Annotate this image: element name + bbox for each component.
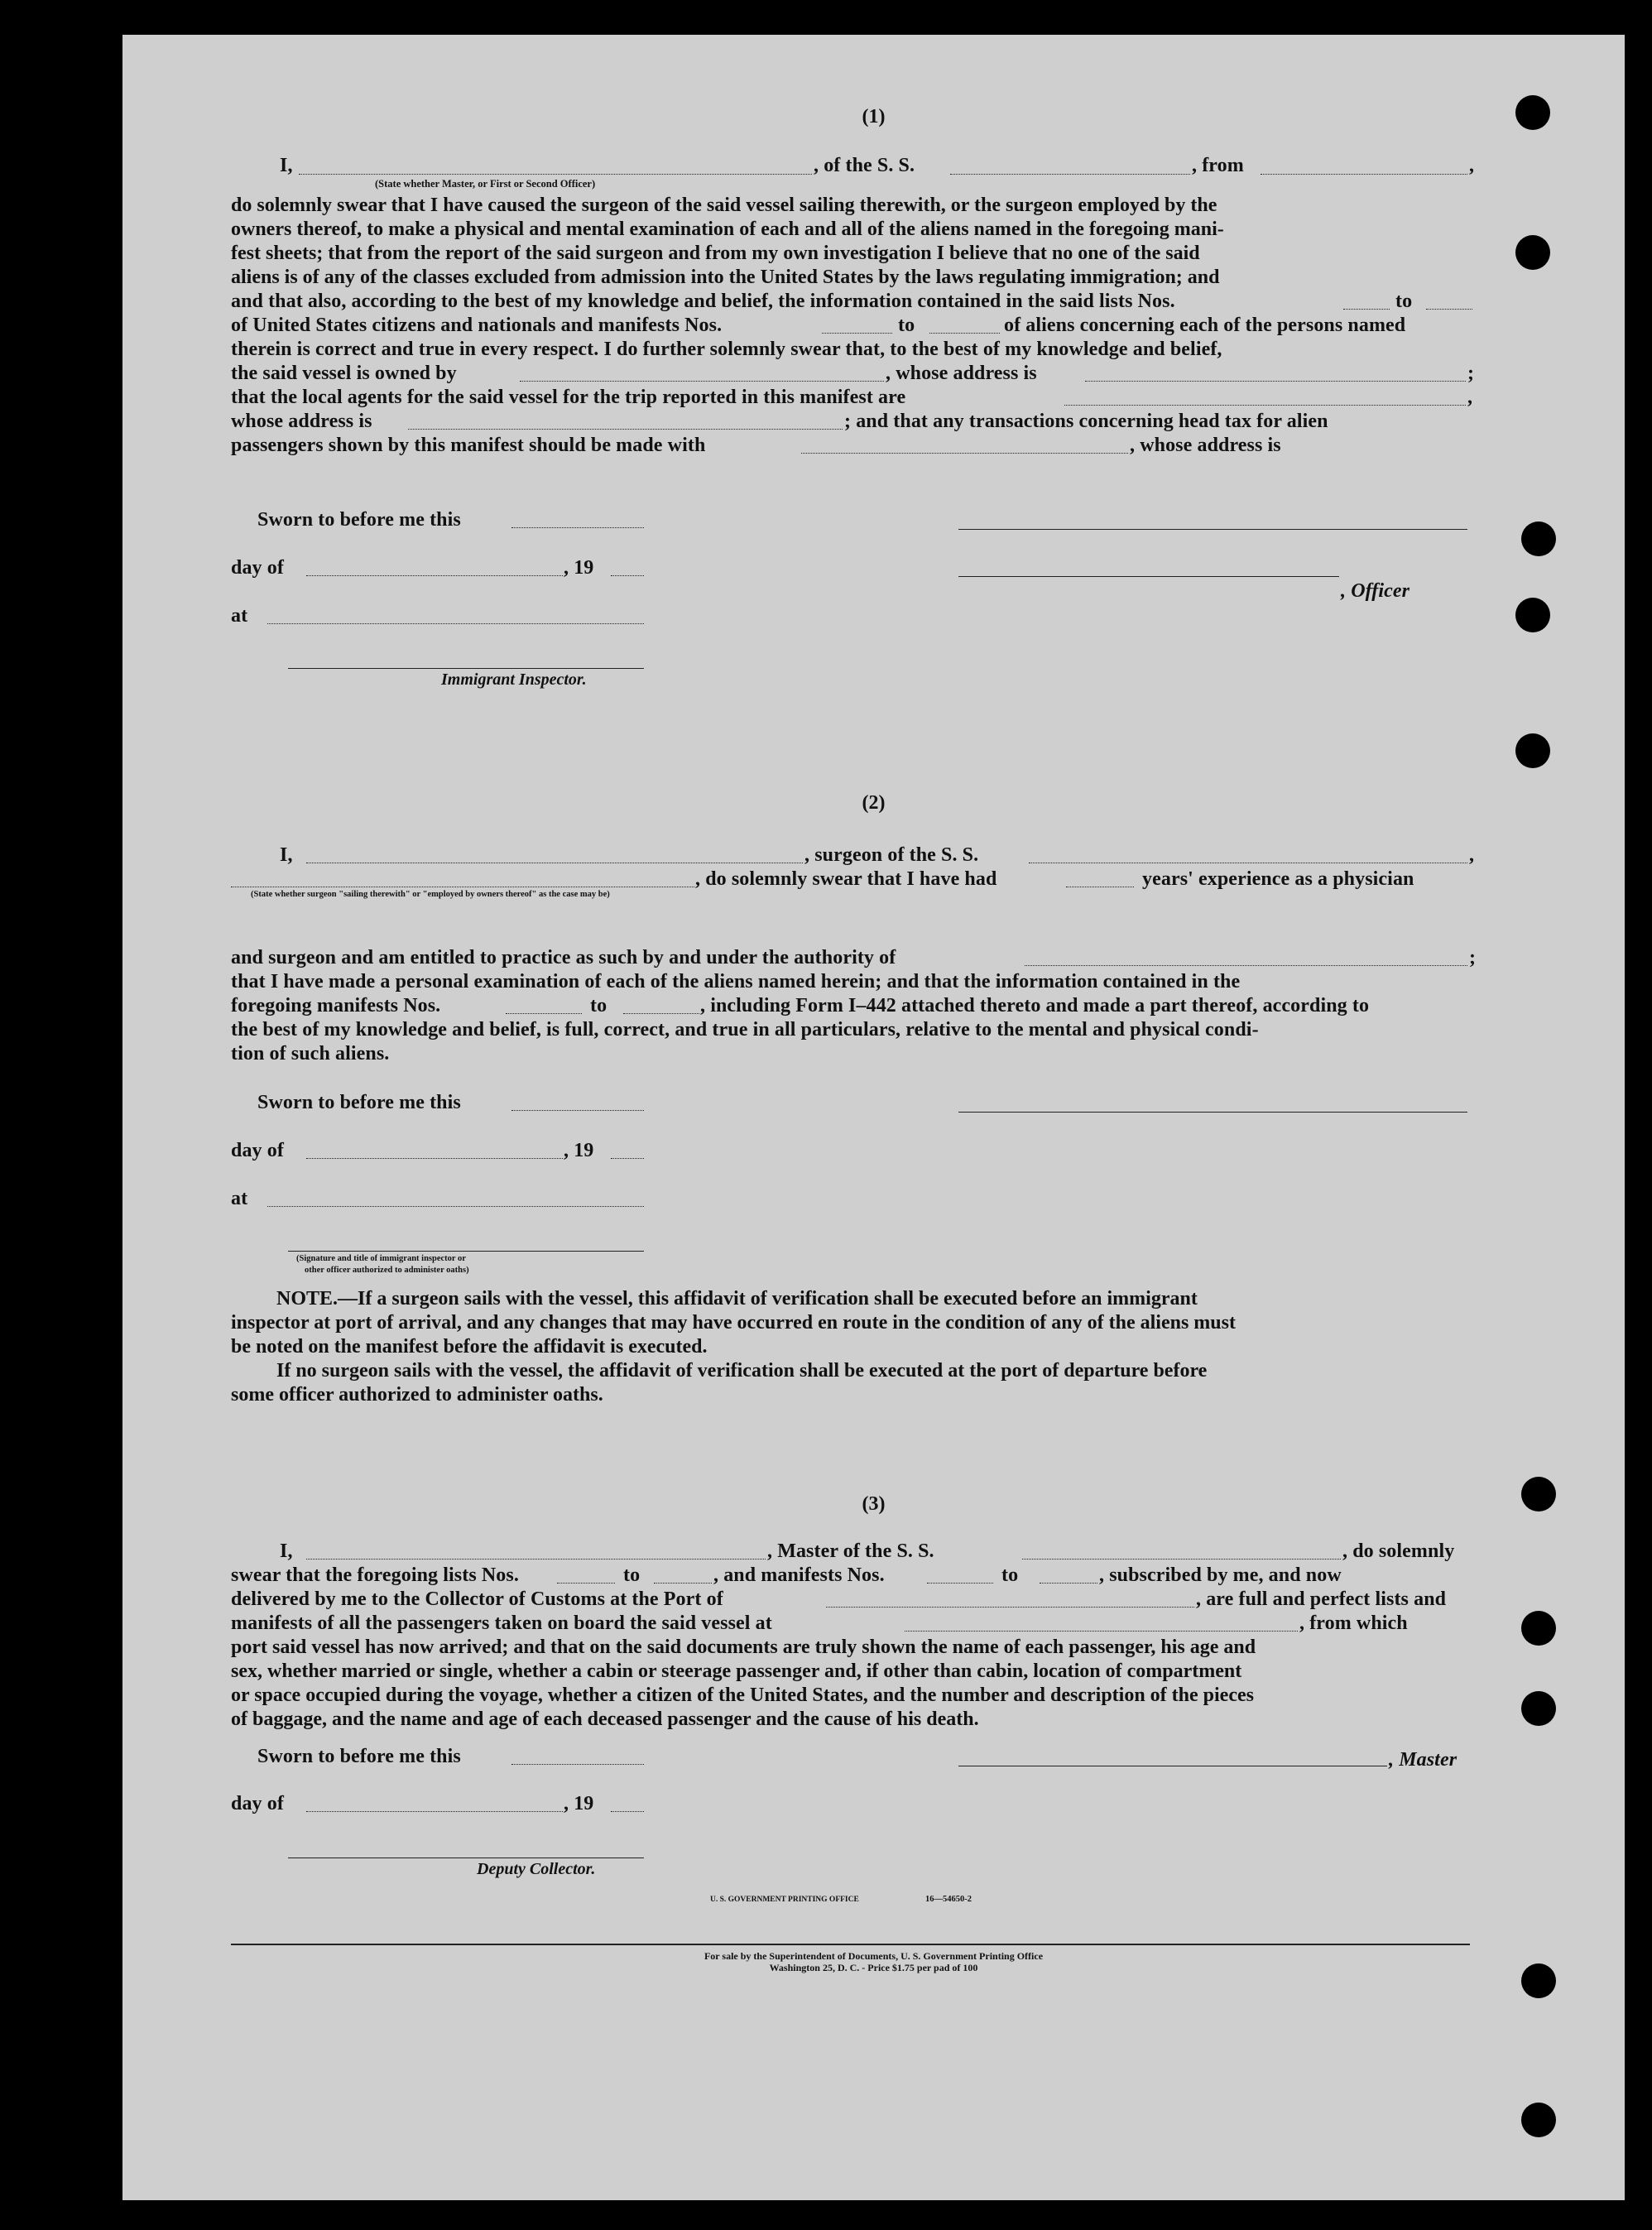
s3-manifests-from-field[interactable] [927,1583,993,1584]
s1-ship-label: , of the S. S. [814,155,915,176]
punch-hole [1515,733,1550,768]
s1-at-label: at [231,605,248,627]
s1-agent-address-label: whose address is [231,411,372,432]
s3-year-field[interactable] [611,1811,644,1812]
s3-day-field[interactable] [306,1811,563,1812]
s2-note-line: be noted on the manifest before the affidavit is executed. [231,1336,708,1358]
s2-note-text: —If a surgeon sails with the vessel, this affidavit of verification shall be executed before an immigrant [338,1288,1198,1310]
s3-master-title [1389,1748,1457,1772]
s3-body-line: sex, whether married or single, whether a cabin or steerage passenger and, if other than cabin, location of compartment [231,1660,1242,1682]
s1-body [231,194,1472,290]
s3-perfect-text: , are full and perfect lists and [1196,1588,1447,1610]
s1-year-label: , 19 [564,557,594,579]
s3-sworn-label: Sworn to before me this [257,1746,461,1767]
s1-body-line: do solemnly swear that I have caused the surgeon of the said vessel sailing therewith, or the surgeon employed by the [231,195,1217,216]
s1-agent-address-field[interactable] [408,429,843,430]
s3-i-label: I, [280,1540,293,1562]
s2-belief-text: the best of my knowledge and belief, is full, correct, and true in all particulars, relative to the mental and physical condi- [231,1019,1259,1041]
s2-sig-caption-1: (Signature and title of immigrant inspector or [296,1254,466,1263]
s2-aliens-text: tion of such aliens. [231,1043,390,1065]
s2-manifests-to-field[interactable] [623,1013,699,1014]
s2-note-line: inspector at port of arrival, and any changes that may have occurred en route in the condition of any of the aliens must [231,1312,1236,1334]
s1-therein-text: therein is correct and true in every respect. I do further solemnly swear that, to the best of my knowledge and belief, [231,339,1222,360]
s1-day-label: day of [231,557,284,579]
s3-manifests-to-field[interactable] [1040,1583,1097,1584]
s2-note [231,1287,1472,1407]
s3-ship-field[interactable] [1022,1559,1341,1560]
s3-lists-text: swear that the foregoing lists Nos. [231,1564,519,1586]
s3-subscribed-text: , subscribed by me, and now [1099,1564,1342,1586]
s2-authority-field[interactable] [1025,965,1467,966]
s2-year-label: , 19 [564,1140,594,1161]
s1-passengers-text: passengers shown by this manifest should be made with [231,435,706,456]
s1-i-label: I, [280,155,293,176]
s3-board-text: manifests of all the passengers taken on board the said vessel at [231,1612,772,1634]
section-2-number: (2) [862,792,886,814]
punch-hole [1515,598,1550,632]
s1-ship-field[interactable] [950,174,1190,175]
s1-sworn-label: Sworn to before me this [257,509,461,531]
s1-lists-to: to [1395,291,1413,312]
s1-caption: (State whether Master, or First or Second Officer) [375,178,596,190]
s1-year-field[interactable] [611,575,644,576]
sale-line-2: Washington 25, D. C. - Price $1.75 per pad of 100 [769,1962,978,1973]
s3-sworn-field[interactable] [511,1764,644,1765]
s3-master-name-field[interactable] [306,1559,766,1560]
s2-semicolon: ; [1469,947,1477,968]
s2-form-text: , including Form I–442 attached thereto and made a part thereof, according to [700,995,1370,1016]
s2-sworn-field[interactable] [511,1110,644,1111]
s3-day-label: day of [231,1793,284,1814]
footer-rule [231,1944,1470,1945]
s1-lists-from-field[interactable] [1343,309,1390,310]
s1-body-line: owners thereof, to make a physical and mental examination of each and all of the aliens named in the foregoing mani- [231,219,1224,240]
printing-office-label: U. S. GOVERNMENT PRINTING OFFICE [710,1896,859,1904]
s1-agents-text: that the local agents for the said vessel for the trip reported in this manifest are [231,387,906,408]
s2-note-line [231,1287,1472,1311]
s1-headtax-text: ; and that any transactions concerning head tax for alien [844,411,1328,432]
s2-inspector-signature-line[interactable] [288,1251,644,1252]
s3-lists-to-field[interactable] [654,1583,712,1584]
s2-day-label: day of [231,1140,284,1161]
s1-owner-address-field[interactable] [1085,381,1466,382]
s2-at-label: at [231,1188,248,1209]
section-3-number: (3) [862,1493,886,1515]
s1-headtax-party-field[interactable] [801,453,1128,454]
s1-from-label: , from [1192,155,1244,176]
s2-manifests-from-field[interactable] [506,1013,582,1014]
punch-hole [1521,1611,1556,1646]
s2-surgeon-signature-line[interactable] [958,1112,1467,1113]
punch-hole [1515,235,1550,270]
s3-solemnly-text: , do solemnly [1342,1540,1455,1562]
s1-officer-title-line[interactable] [958,576,1339,577]
s3-deputy-label: Deputy Collector. [477,1860,596,1878]
s1-citizens-to-field[interactable] [929,333,1000,334]
s1-comma: , [1469,155,1475,176]
s1-inspector-label: Immigrant Inspector. [441,670,587,689]
s1-officer-label [1341,579,1409,603]
s1-lists-text: and that also, according to the best of my knowledge and belief, the information contained in the said lists Nos. [231,291,1175,312]
s3-body [231,1636,1472,1732]
s3-body-line: or space occupied during the voyage, whether a citizen of the United States, and the number and description of the pieces [231,1685,1254,1706]
s3-port-field[interactable] [826,1607,1194,1608]
s3-boarding-port-field[interactable] [905,1631,1298,1632]
s1-agents-comma: , [1467,387,1473,408]
punch-hole [1521,521,1556,556]
form-code: 16—54650-2 [925,1895,972,1904]
s1-owned-text: the said vessel is owned by [231,363,457,384]
s2-caption: (State whether surgeon "sailing therewith" or "employed by owners thereof" as the case may be) [251,890,610,899]
s1-officer-signature-line[interactable] [958,529,1467,530]
s1-citizens-from-field[interactable] [822,333,892,334]
s1-sworn-field[interactable] [511,527,644,528]
s1-semicolon: ; [1467,363,1475,384]
s1-owner-address-label: , whose address is [886,363,1037,384]
s2-manifests-to: to [590,995,607,1016]
s2-authority-text: and surgeon and am entitled to practice as such by and under the authority of [231,947,896,968]
punch-hole [1521,2103,1556,2137]
s2-i-label: I, [280,844,293,866]
s3-manifests-text: , and manifests Nos. [713,1564,885,1586]
s1-owner-field[interactable] [520,381,884,382]
s1-agents-field[interactable] [1064,405,1466,406]
s2-note2-line: some officer authorized to administer oaths. [231,1384,603,1406]
s1-citizens-to: to [898,315,915,336]
s1-day-field[interactable] [306,575,563,576]
s2-sig-caption-2: other officer authorized to administer oaths) [305,1266,469,1275]
s2-surgeon-label: , surgeon of the S. S. [804,844,979,866]
sale-line-1: For sale by the Superintendent of Documents, U. S. Government Printing Office [704,1950,1044,1962]
s1-citizens-text: of United States citizens and nationals and manifests Nos. [231,315,723,336]
s3-lists-to: to [623,1564,641,1586]
s3-body-line: of baggage, and the name and age of each deceased passenger and the cause of his death. [231,1709,979,1730]
s3-master-text: , Master [1389,1749,1458,1771]
s1-headtax-address-label: , whose address is [1130,435,1281,456]
s2-year-field[interactable] [611,1158,644,1159]
s2-at-field[interactable] [267,1206,644,1207]
s1-at-field[interactable] [267,623,644,624]
s3-master-label: , Master of the S. S. [767,1540,934,1562]
s2-swear-text: , do solemnly swear that I have had [695,868,997,890]
s2-years-text: years' experience as a physician [1142,868,1414,890]
s2-note-label: NOTE. [276,1288,339,1310]
s2-exam-text: that I have made a personal examination of each of the aliens named herein; and that the information contained in the [231,971,1241,992]
document-page [122,35,1625,2200]
s3-year-label: , 19 [564,1793,594,1814]
s2-sworn-label: Sworn to before me this [257,1092,461,1113]
s3-body-line: port said vessel has now arrived; and that on the said documents are truly shown the name of each passenger, his age and [231,1636,1256,1658]
s1-from-field[interactable] [1261,174,1467,175]
s1-officer-field[interactable] [299,174,812,175]
punch-hole [1521,1691,1556,1726]
s1-officer-text: , Officer [1341,580,1410,602]
s3-collector-text: delivered by me to the Collector of Customs at the Port of [231,1588,723,1610]
s1-lists-to-field[interactable] [1426,309,1472,310]
s2-day-field[interactable] [306,1158,563,1159]
section-1-number: (1) [862,106,886,127]
s2-manifests-text: foregoing manifests Nos. [231,995,441,1016]
s2-comma: , [1469,844,1475,866]
s3-from-which-text: , from which [1299,1612,1408,1634]
s3-manifests-to: to [1001,1564,1019,1586]
s1-citizens-text-b: of aliens concerning each of the persons named [1004,315,1406,336]
s1-body-line: fest sheets; that from the report of the said surgeon and from my own investigation I believe that no one of the said [231,243,1200,264]
s1-inspector-signature-line[interactable] [288,668,644,669]
s2-note2-line: If no surgeon sails with the vessel, the affidavit of verification shall be executed at the port of departure before [276,1360,1208,1382]
s3-lists-from-field[interactable] [557,1583,615,1584]
s1-body-line: aliens is of any of the classes excluded from admission into the United States by the laws regulating immigration; and [231,267,1220,288]
